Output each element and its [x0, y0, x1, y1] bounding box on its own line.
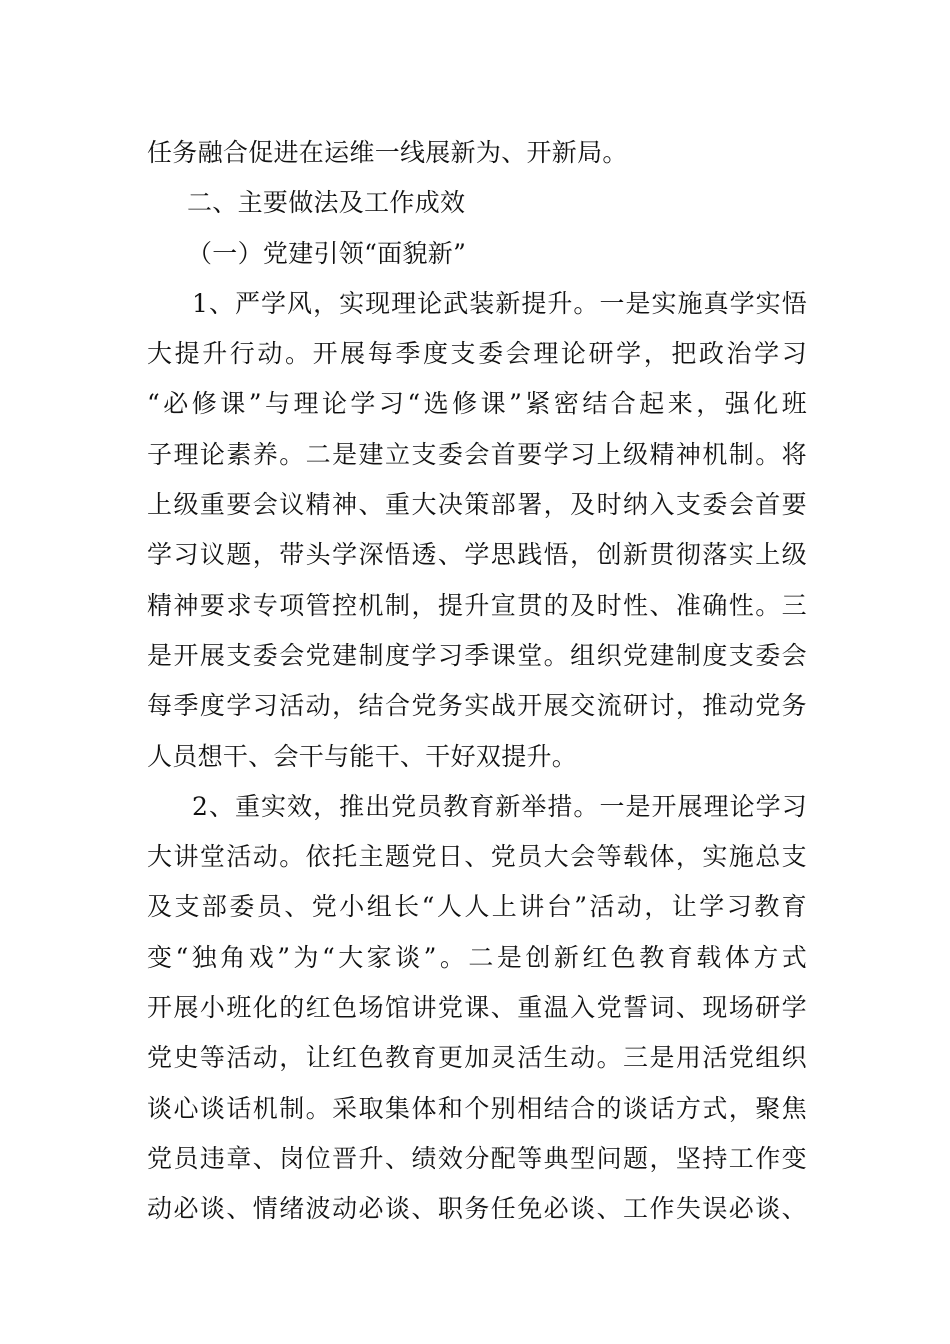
document-body: [147, 128, 807, 1235]
paragraph-2-line: 党员违章、岗位晋升、绩效分配等典型问题，坚持工作变: [147, 1143, 807, 1173]
paragraph-2-line: 党史等活动，让红色教育更加灵活生动。三是用活党组织: [147, 1043, 807, 1073]
paragraph-1-line: 是开展支委会党建制度学习季课堂。组织党建制度支委会: [147, 640, 807, 670]
paragraph-1-line: 上级重要会议精神、重大决策部署，及时纳入支委会首要: [147, 490, 807, 520]
paragraph-1-line: 每季度学习活动，结合党务实战开展交流研讨，推动党务: [147, 691, 807, 721]
paragraph-2-line: 变“独角戏”为“大家谈”。二是创新红色教育载体方式: [147, 942, 807, 972]
paragraph-1-line: 子理论素养。二是建立支委会首要学习上级精神机制。将: [147, 439, 807, 469]
paragraph-2-line: 动必谈、情绪波动必谈、职务任免必谈、工作失误必谈、: [147, 1194, 807, 1224]
paragraph-1-line: “必修课”与理论学习“选修课”紧密结合起来，强化班: [147, 389, 807, 419]
paragraph-2-line: 开展小班化的红色场馆讲党课、重温入党誓词、现场研学: [147, 993, 807, 1023]
paragraph-1-line: 精神要求专项管控机制，提升宣贯的及时性、准确性。三: [147, 590, 807, 620]
paragraph-1-line: 学习议题，带头学深悟透、学思践悟，创新贯彻落实上级: [147, 540, 807, 570]
subsection-heading: （一）党建引领“面貌新”: [187, 238, 467, 268]
paragraph-1-line: 1、严学风，实现理论武装新提升。一是实施真学实悟: [192, 288, 807, 318]
text-line: 任务融合促进在运维一线展新为、开新局。: [147, 138, 628, 167]
paragraph-1-line: 人员想干、会干与能干、干好双提升。: [147, 741, 578, 771]
paragraph-1-line: 大提升行动。开展每季度支委会理论研学，把政治学习: [147, 339, 807, 369]
paragraph-2-line: 2、重实效，推出党员教育新举措。一是开展理论学习: [192, 791, 807, 821]
section-heading: 二、主要做法及工作成效: [187, 188, 466, 218]
paragraph-2-line: 及支部委员、党小组长“人人上讲台”活动，让学习教育: [147, 892, 807, 922]
paragraph-2-line: 大讲堂活动。依托主题党日、党员大会等载体，实施总支: [147, 842, 807, 872]
paragraph-2-line: 谈心谈话机制。采取集体和个别相结合的谈话方式，聚焦: [147, 1093, 807, 1123]
